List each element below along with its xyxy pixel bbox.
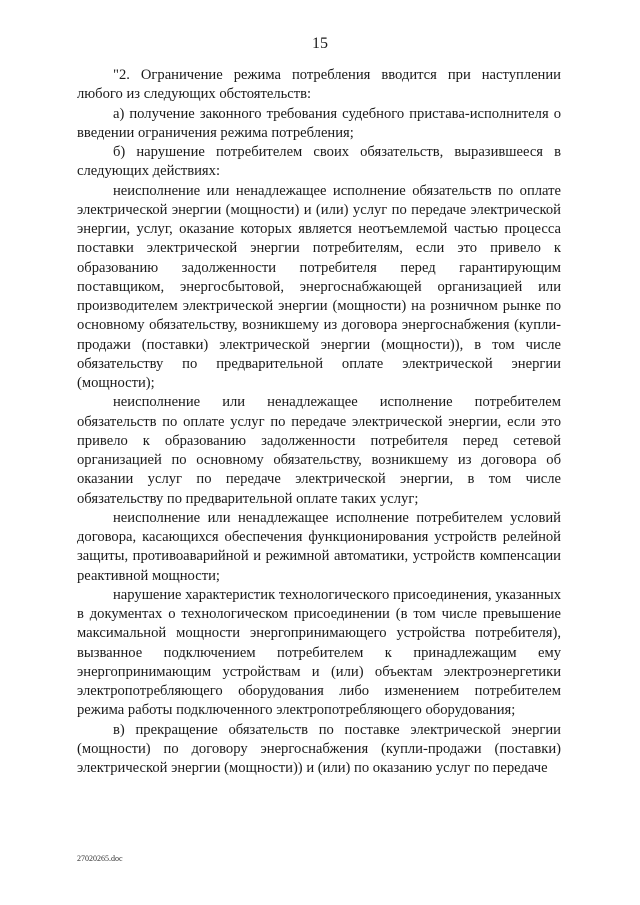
paragraph: б) нарушение потребителем своих обязательств, выразившееся в следующих действиях: — [77, 144, 561, 180]
paragraph: в) прекращение обязательств по поставке электрической энергии (мощности) по договору энергоснабжения (купли-продажи (поставки) электрической энергии (мощности)) и (или) по оказанию услуг по передаче — [77, 721, 561, 776]
document-filename: 27020265.doc — [77, 854, 123, 863]
paragraph: неисполнение или ненадлежащее исполнение потребителем обязательств по оплате услуг по передаче электрической энергии, если это привело к образованию задолженности потребителя перед сетевой организацией по основному обязательству, возникшему из договора об оказании услуг по передаче электрической энергии, в том числе обязательству по предварительной оплате таких услуг; — [77, 394, 561, 507]
paragraph: неисполнение или ненадлежащее исполнение потребителем условий договора, касающихся обеспечения функционирования устройств релейной защиты, противоаварийной и режимной автоматики, устройств компенсации реактивной мощности; — [77, 509, 561, 584]
paragraph: а) получение законного требования судебного пристава-исполнителя о введении ограничения режима потребления; — [77, 105, 561, 141]
page-number: 15 — [312, 35, 328, 52]
document-body — [77, 66, 561, 778]
paragraph: нарушение характеристик технологического присоединения, указанных в документах о технологическом присоединении (в том числе превышение максимальной мощности энергопринимающего устройства потребителя), вызванное подключением потребителем к принадлежащим ему энергопринимающим устройствам и (или) объектам электроэнергетики электропотребляющего оборудования либо изменением потребителем режима работы подключенного электропотребляющего оборудования; — [77, 586, 561, 719]
paragraph: неисполнение или ненадлежащее исполнение обязательств по оплате электрической энергии (мощности) и (или) услуг по передаче электрической энергии, услуг, оказание которых является неотъемлемой частью процесса поставки электрической энергии потребителям, если это привело к образованию задолженности потребителя перед гарантирующим поставщиком, энергосбытовой, энергоснабжающей организацией или производителем электрической энергии (мощности) на розничном рынке по основному обязательству, возникшему из договора энергоснабжения (купли-продажи (поставки) электрической энергии (мощности)), в том числе обязательству по предварительной оплате электрической энергии (мощности); — [77, 182, 561, 391]
paragraph: "2. Ограничение режима потребления вводится при наступлении любого из следующих обстоятельств: — [77, 67, 561, 103]
